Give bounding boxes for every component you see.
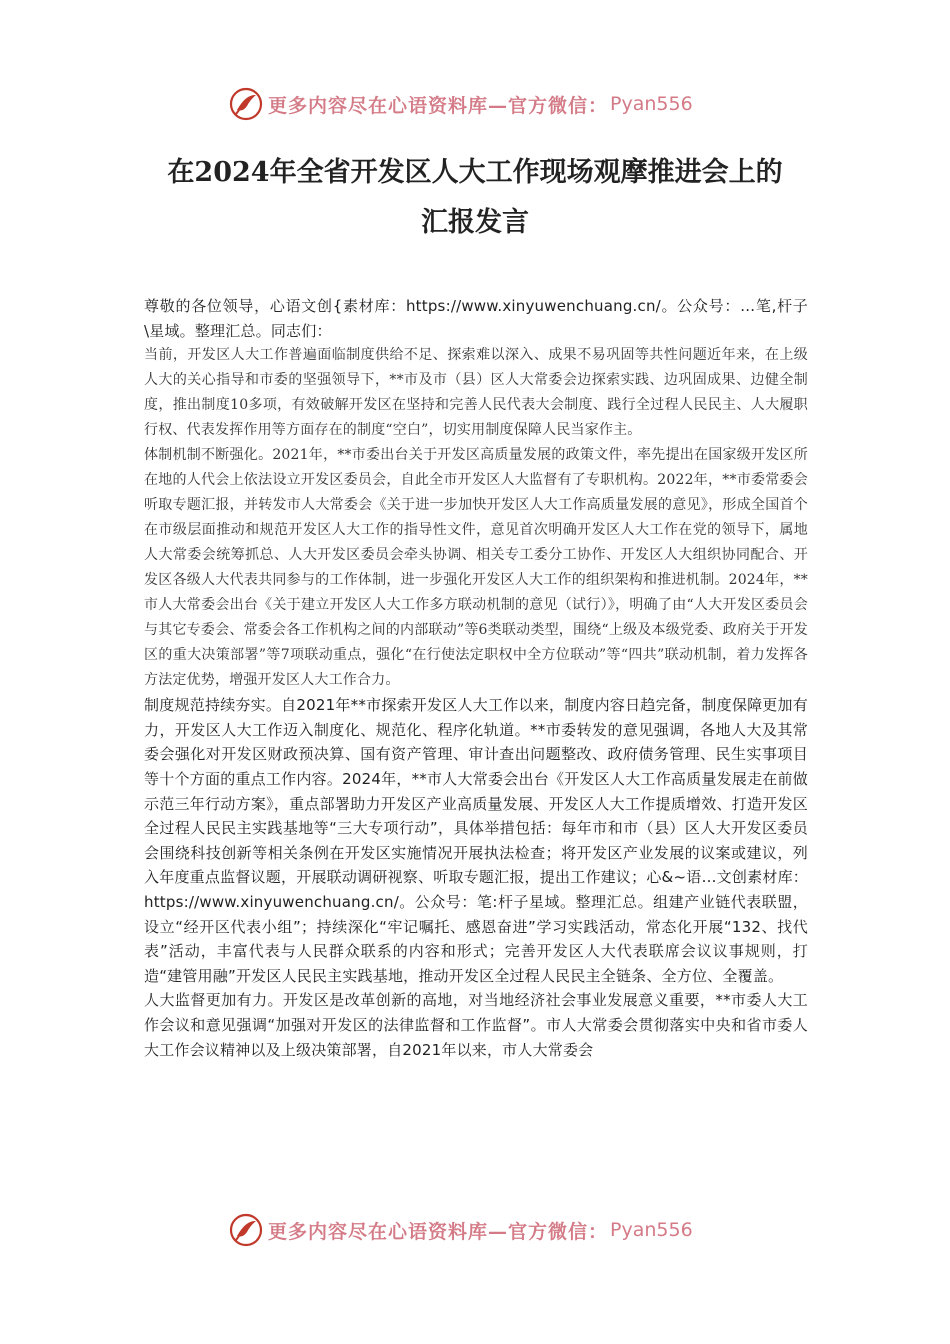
book-quill-logo-icon: [228, 1212, 264, 1248]
title-line-1: 在2024年全省开发区人大工作现场观摩推进会上的: [167, 157, 783, 188]
mechanism-paragraph: 体制机制不断强化。2021年，**市委出台关于开发区高质量发展的政策文件，率先提出在国家级开发区所在地的人代会上依法设立开发区委员会，自此全市开发区人大监督有了专职机构。2022年，**市委常委会听取专题汇报，并转发市人大常委会《关于进一步加快开发区人大工作高质量发展的意见》，形成全国首个在市级层面推动和规范开发区人大工作的指导性文件，意见首次明确开发区人大工作在党的领导下，属地人大常委会统筹抓总、人大开发区委员会牵头协调、相关专工委分工协作、开发区人大组织协同配合、开发区各级人大代表共同参与的工作体制，进一步强化开发区人大工作的组织架构和推进机制。2024年，**市人大常委会出台《关于建立开发区人大工作多方联动机制的意见（试行）》，明确了由“人大开发区委员会与其它专委会、常委会各工作机构之间的内部联动”等6类联动类型，围绕“上级及本级党委、政府关于开发区的重大决策部署”等7项联动重点，强化“在行使法定职权中全方位联动”等“四共”联动机制，着力发挥各方法定优势，增强开发区人大工作合力。: [144, 447, 808, 689]
supervision-paragraph: 人大监督更加有力。开发区是改革创新的高地，对当地经济社会事业发展意义重要，**市委人大工作会议和意见强调“加强对开发区的法律监督和工作监督”。市人大常委会贯彻落实中央和省市委人大工作会议精神以及上级决策部署，自2021年以来，市人大常委会: [144, 991, 808, 1059]
footer-banner: [228, 1210, 748, 1250]
header-banner: [228, 84, 748, 124]
banner-wechat-id: Pyan556: [610, 1219, 693, 1241]
banner-text: 更多内容尽在心语资料库—官方微信：: [268, 94, 609, 117]
title-line-2: 汇报发言: [421, 207, 529, 238]
banner-wechat-id: Pyan556: [610, 93, 693, 115]
book-quill-logo-icon: [228, 86, 264, 122]
banner-text: 更多内容尽在心语资料库—官方微信：: [268, 1220, 609, 1243]
page-title: [100, 148, 850, 248]
intro-paragraph: 当前，开发区人大工作普遍面临制度供给不足、探索难以深入、成果不易巩固等共性问题近年来，在上级人大的关心指导和市委的坚强领导下，**市及市（县）区人大常委会边探索实践、边巩固成果、边健全制度，推出制度10多项，有效破解开发区在坚持和完善人民代表大会制度、践行全过程人民民主、人大履职行权、代表发挥作用等方面存在的制度“空白”，切实用制度保障人民当家作主。: [144, 347, 808, 439]
regulation-paragraph: 制度规范持续夯实。自2021年**市探索开发区人大工作以来，制度内容日趋完备，制度保障更加有力，开发区人大工作迈入制度化、规范化、程序化轨道。**市委转发的意见强调，各地人大及其常委会强化对开发区财政预决算、国有资产管理、审计查出问题整改、政府债务管理、民生实事项目等十个方面的重点工作内容。2024年，**市人大常委会出台《开发区人大工作高质量发展走在前做示范三年行动方案》，重点部署助力开发区产业高质量发展、开发区人大工作提质增效、打造开发区全过程人民民主实践基地等“三大专项行动”，具体举措包括：每年市和市（县）区人大开发区委员会围绕科技创新等相关条例在开发区实施情况开展执法检查；将开发区产业发展的议案或建议，列入年度重点监督议题，开展联动调研视察、听取专题汇报，提出工作建议；心&~语…文创素材库：https://www.xinyuwenchuang.cn/。公众号：笔:杆子星域。整理汇总。组建产业链代表联盟，设立“经开区代表小组”；持续深化“牢记嘱托、感恩奋进”学习实践活动，常态化开展“132、找代表”活动，丰富代表与人民群众联系的内容和形式；完善开发区人大代表联席会议议事规则，打造“建管用融”开发区人民民主实践基地，推动开发区全过程人民民主全链条、全方位、全覆盖。: [144, 696, 808, 985]
salutation-paragraph: 尊敬的各位领导，心语文创{素材库：https://www.xinyuwenchuang.cn/。公众号：…笔,杆子\星域。整理汇总。同志们：: [144, 297, 808, 340]
document-body: [144, 294, 808, 1062]
